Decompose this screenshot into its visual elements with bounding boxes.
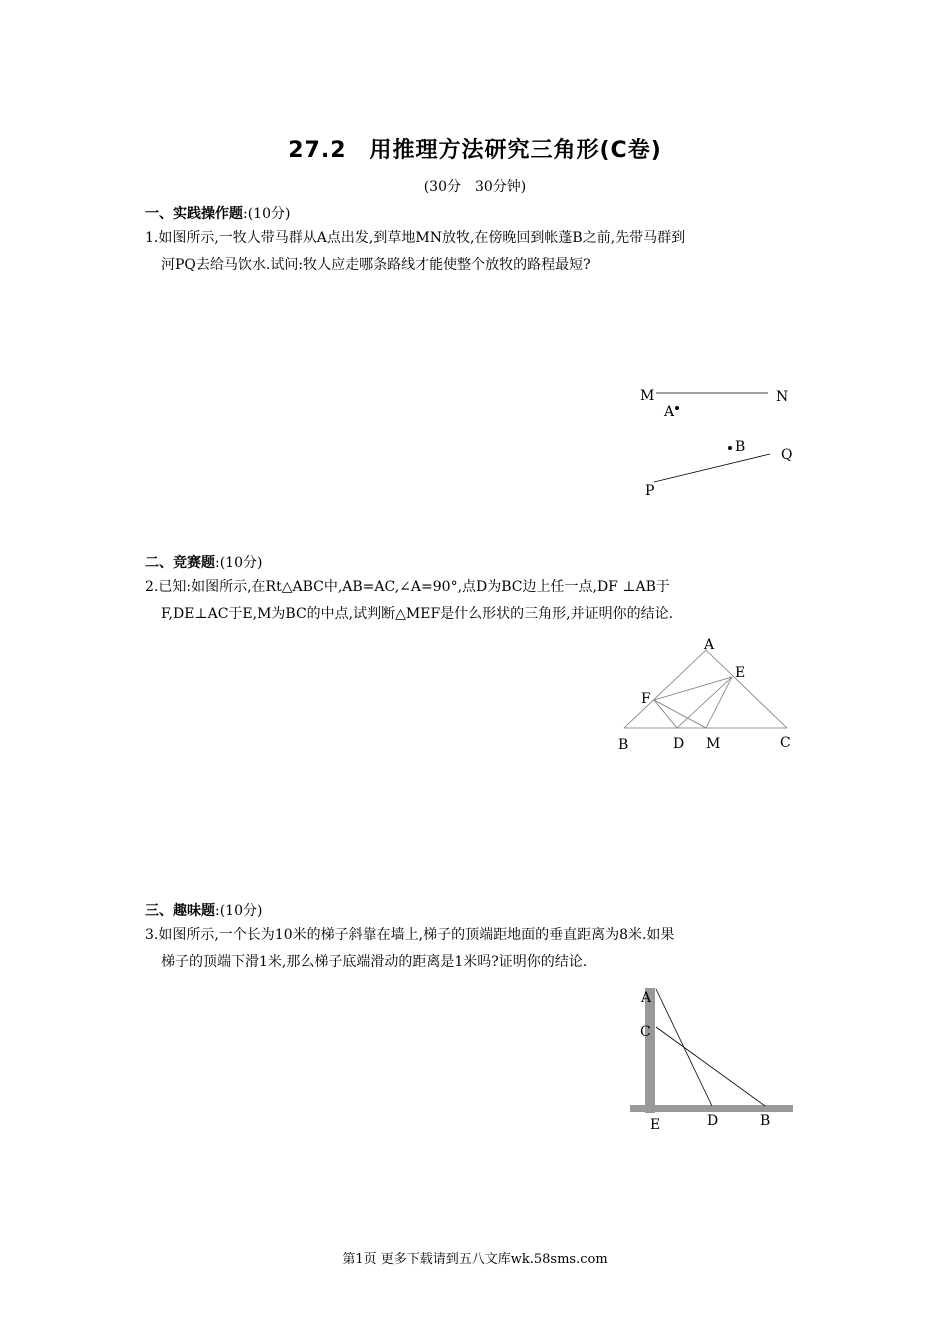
segment-EM xyxy=(706,677,732,728)
section-1-title: 一、实践操作题 xyxy=(145,206,243,222)
label-B: B xyxy=(760,1113,771,1129)
section-1-heading xyxy=(145,203,290,223)
segment-DE xyxy=(677,677,732,728)
section-2-score: :(10分) xyxy=(215,555,263,571)
section-1-score: :(10分) xyxy=(243,206,291,222)
label-Q: Q xyxy=(781,447,793,463)
segment-DF xyxy=(654,700,677,728)
segment-FM xyxy=(654,700,706,728)
label-D: D xyxy=(673,736,685,752)
section-2-heading xyxy=(145,552,262,572)
side-AC xyxy=(706,650,787,728)
label-B: B xyxy=(618,737,629,753)
label-M: M xyxy=(640,388,655,404)
figure-3-ladder xyxy=(625,980,805,1140)
side-AB xyxy=(624,650,706,728)
question-3-line2: 梯子的顶端下滑1米,那么梯子底端滑动的距离是1米吗?证明你的结论. xyxy=(161,954,588,970)
ladder-slid-CB xyxy=(656,1027,765,1106)
question-2 xyxy=(145,574,810,628)
figure-2-right-triangle xyxy=(610,630,810,760)
page-title: 27.2 用推理方法研究三角形(C卷) xyxy=(288,138,662,163)
line-PQ xyxy=(654,454,770,482)
label-N: N xyxy=(776,389,789,405)
question-2-line1: 2.已知:如图所示,在Rt△ABC中,AB=AC,∠A=90°,点D为BC边上任一点,DF ⊥AB于 xyxy=(145,579,670,595)
label-B: B xyxy=(735,439,746,455)
section-3-title: 三、趣味题 xyxy=(145,903,215,919)
label-P: P xyxy=(645,483,655,499)
point-A xyxy=(675,406,679,410)
wall xyxy=(645,988,655,1113)
page-subtitle: (30分 30分钟) xyxy=(423,179,527,195)
label-D: D xyxy=(707,1113,719,1129)
question-1-line2: 河PQ去给马饮水.试问:牧人应走哪条路线才能使整个放牧的路程最短? xyxy=(161,257,591,273)
section-3-score: :(10分) xyxy=(215,903,263,919)
label-C: C xyxy=(780,735,791,751)
page-footer: 第1页 更多下载请到五八文库wk.58sms.com xyxy=(342,1252,608,1267)
question-1-line1: 1.如图所示,一牧人带马群从A点出发,到草地MN放牧,在傍晚回到帐蓬B之前,先带马群到 xyxy=(145,230,686,246)
label-A: A xyxy=(704,637,715,653)
label-E: E xyxy=(735,665,746,681)
label-A: A xyxy=(641,990,652,1006)
question-3-line1: 3.如图所示,一个长为10米的梯子斜靠在墙上,梯子的顶端距地面的垂直距离为8米.如果 xyxy=(145,927,675,943)
label-A: A xyxy=(664,404,675,420)
section-2-title: 二、竞赛题 xyxy=(145,555,215,571)
question-3 xyxy=(145,922,810,976)
section-3-heading xyxy=(145,900,262,920)
question-1 xyxy=(145,225,810,279)
point-B xyxy=(728,446,732,450)
label-M: M xyxy=(706,736,721,752)
label-E: E xyxy=(650,1117,661,1133)
figure-1-river-pasture xyxy=(620,375,810,505)
question-2-line2: F,DE⊥AC于E,M为BC的中点,试判断△MEF是什么形状的三角形,并证明你的结论. xyxy=(161,606,674,622)
label-F: F xyxy=(641,691,651,707)
label-C: C xyxy=(640,1024,651,1040)
ground xyxy=(630,1105,793,1112)
